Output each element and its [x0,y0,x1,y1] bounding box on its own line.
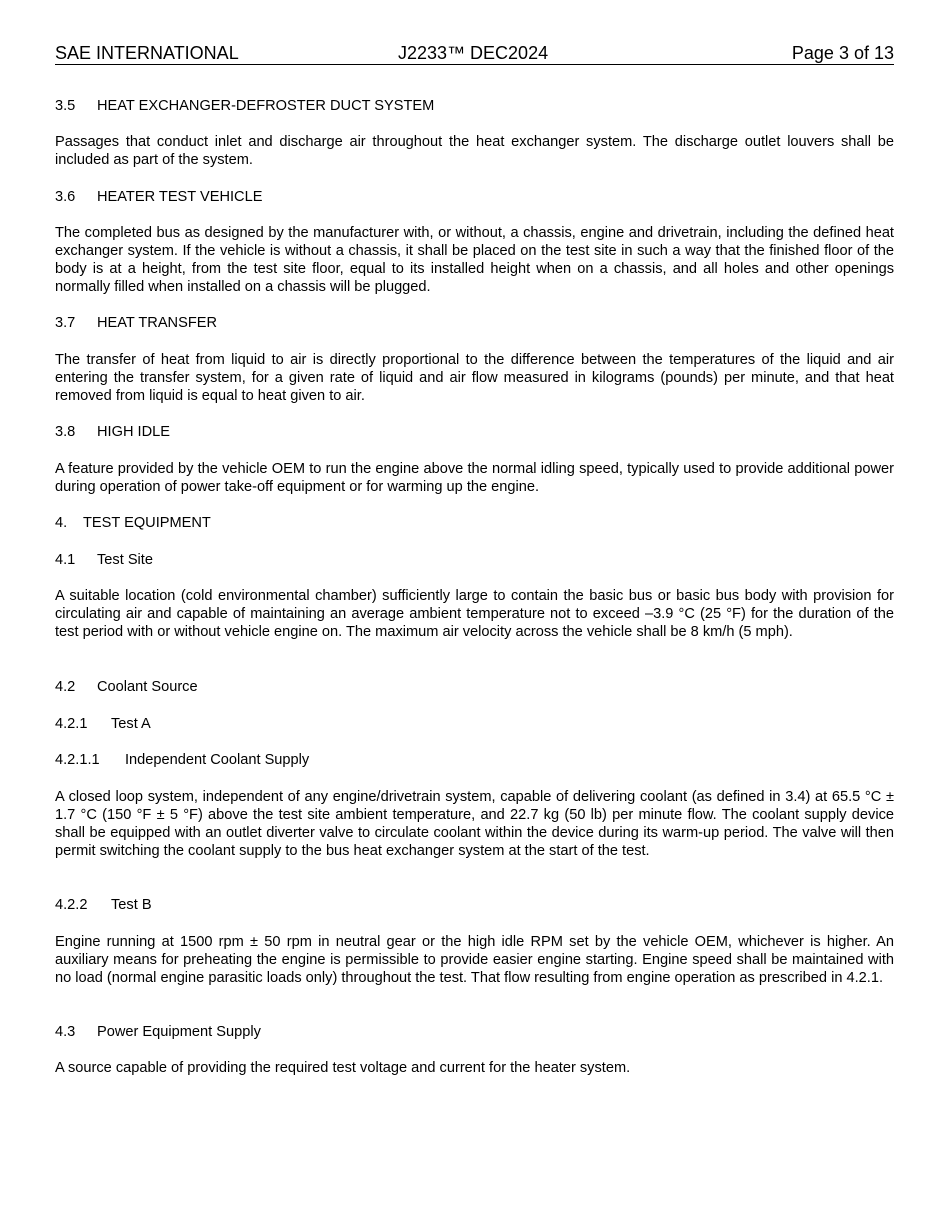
section-heading [55,423,894,441]
section-title: TEST EQUIPMENT [83,515,211,531]
section-paragraph: A closed loop system, independent of any engine/drivetrain system, capable of delivering coolant (as defined in 3.4) at 65.5 °C ± 1.7 °C (150 °F ± 5 °F) above the test site ambient temperature, and 22.7 kg (50 lb) per minute flow. The coolant supply device shall be equipped with an outlet diverter valve to circulate coolant within the device during its warm-up period. The valve will then permit switching the coolant supply to the bus heat exchanger system at the start of the test. [55,789,894,859]
section-number: 4.2.2 [55,897,88,913]
header-page-number: Page 3 of 13 [791,43,894,63]
section-paragraph: The transfer of heat from liquid to air is directly proportional to the difference between the temperatures of the liquid and air entering the transfer system, for a given rate of liquid and air flow measured in kilograms (pounds) per minute, and that heat removed from liquid is equal to heat given to air. [55,352,894,404]
section-heading [55,1023,894,1041]
section-paragraph: Passages that conduct inlet and discharge air throughout the heat exchanger system. The discharge outlet louvers shall be included as part of the system. [55,134,894,168]
section-title: HEAT TRANSFER [97,315,218,331]
section-heading [55,678,894,696]
section-heading [55,715,894,733]
section-number: 4.2 [55,679,76,695]
section-title: Test Site [97,552,153,568]
page-header [55,43,894,65]
header-org: SAE INTERNATIONAL [55,43,239,63]
section-number: 4. [55,515,68,531]
section-number: 3.8 [55,424,76,440]
section-number: 3.5 [55,98,76,114]
section-heading [55,896,894,914]
section-heading [55,97,894,115]
section-paragraph: Engine running at 1500 rpm ± 50 rpm in neutral gear or the high idle RPM set by the vehicle OEM, whichever is higher. An auxiliary means for preheating the engine is permissible to provide easier engine starting. Engine speed shall be maintained with no load (normal engine parasitic loads only) throughout the test. That flow resulting from engine operation as prescribed in 4.2.1. [55,934,894,986]
section-paragraph: A feature provided by the vehicle OEM to run the engine above the normal idling speed, typically used to provide additional power during operation of power take-off equipment or for warming up the engine. [55,461,894,495]
section-paragraph: A source capable of providing the required test voltage and current for the heater system. [55,1060,631,1076]
section-title: Power Equipment Supply [97,1024,261,1040]
section-heading [55,514,894,532]
section-number: 4.2.1.1 [55,752,100,768]
section-heading [55,551,894,569]
header-doc-id: J2233™ DEC2024 [398,43,549,63]
section-number: 3.6 [55,189,76,205]
section-number: 4.1 [55,552,76,568]
section-title: HIGH IDLE [97,424,170,440]
section-number: 3.7 [55,315,76,331]
section-title: Test A [111,716,151,732]
section-title: HEAT EXCHANGER-DEFROSTER DUCT SYSTEM [97,98,435,114]
section-paragraph: The completed bus as designed by the manufacturer with, or without, a chassis, engine and drivetrain, including the defined heat exchanger system. If the vehicle is without a chassis, it shall be placed on the test site in such a way that the finished floor of the body is at a height, from the test site floor, equal to its installed height when on a chassis, and all holes and other openings normally filled when installed on a chassis will be plugged. [55,225,894,295]
section-title: Coolant Source [97,679,198,695]
section-number: 4.3 [55,1024,76,1040]
section-title: HEATER TEST VEHICLE [97,189,263,205]
section-heading [55,188,894,206]
section-title: Test B [111,897,152,913]
section-paragraph: A suitable location (cold environmental chamber) sufficiently large to contain the basic bus or basic bus body with provision for circulating air and capable of maintaining an average ambient temperature not to exceed –3.9 °C (25 °F) for the duration of the test period with or without vehicle engine on. The maximum air velocity across the vehicle shall be 8 km/h (5 mph). [55,588,894,640]
section-heading [55,314,894,332]
section-heading [55,751,894,769]
section-title: Independent Coolant Supply [125,752,310,768]
section-number: 4.2.1 [55,716,88,732]
